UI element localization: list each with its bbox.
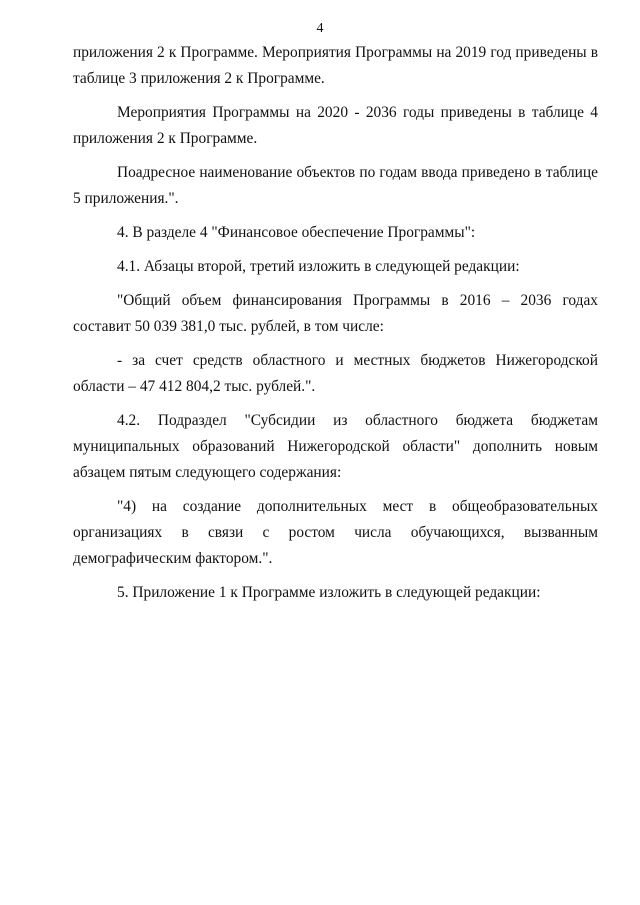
paragraph-measures-2020-2036: Мероприятия Программы на 2020 - 2036 годы приведены в таблице 4 приложения 2 к Программе. bbox=[73, 104, 598, 147]
paragraph-total-financing: "Общий объем финансирования Программы в 2016 – 2036 годах составит 50 039 381,0 тыс. рублей, в том числе: bbox=[73, 292, 598, 335]
paragraph-continuation: приложения 2 к Программе. Мероприятия Программы на 2019 год приведены в таблице 3 приложения 2 к Программе. bbox=[73, 44, 598, 87]
page-number: 4 bbox=[316, 21, 324, 36]
paragraph-item-5: 5. Приложение 1 к Программе изложить в следующей редакции: bbox=[117, 584, 541, 601]
paragraph-new-clause-4: "4) на создание дополнительных мест в общеобразовательных организациях в связи с ростом числа обучающихся, вызванным демографическим фактором.". bbox=[73, 498, 598, 567]
paragraph-item-4-2: 4.2. Подраздел "Субсидии из областного бюджета бюджетам муниципальных образований Нижегородской области" дополнить новым абзацем пятым следующего содержания: bbox=[73, 412, 598, 481]
paragraph-address-list: Поадресное наименование объектов по годам ввода приведено в таблице 5 приложения.". bbox=[73, 164, 598, 207]
document-body bbox=[73, 40, 598, 614]
paragraph-section-4: 4. В разделе 4 "Финансовое обеспечение Программы": bbox=[117, 224, 476, 241]
paragraph-budget-funds: - за счет средств областного и местных бюджетов Нижегородской области – 47 412 804,2 тыс. рублей.". bbox=[73, 352, 598, 395]
paragraph-item-4-1: 4.1. Абзацы второй, третий изложить в следующей редакции: bbox=[117, 258, 520, 275]
